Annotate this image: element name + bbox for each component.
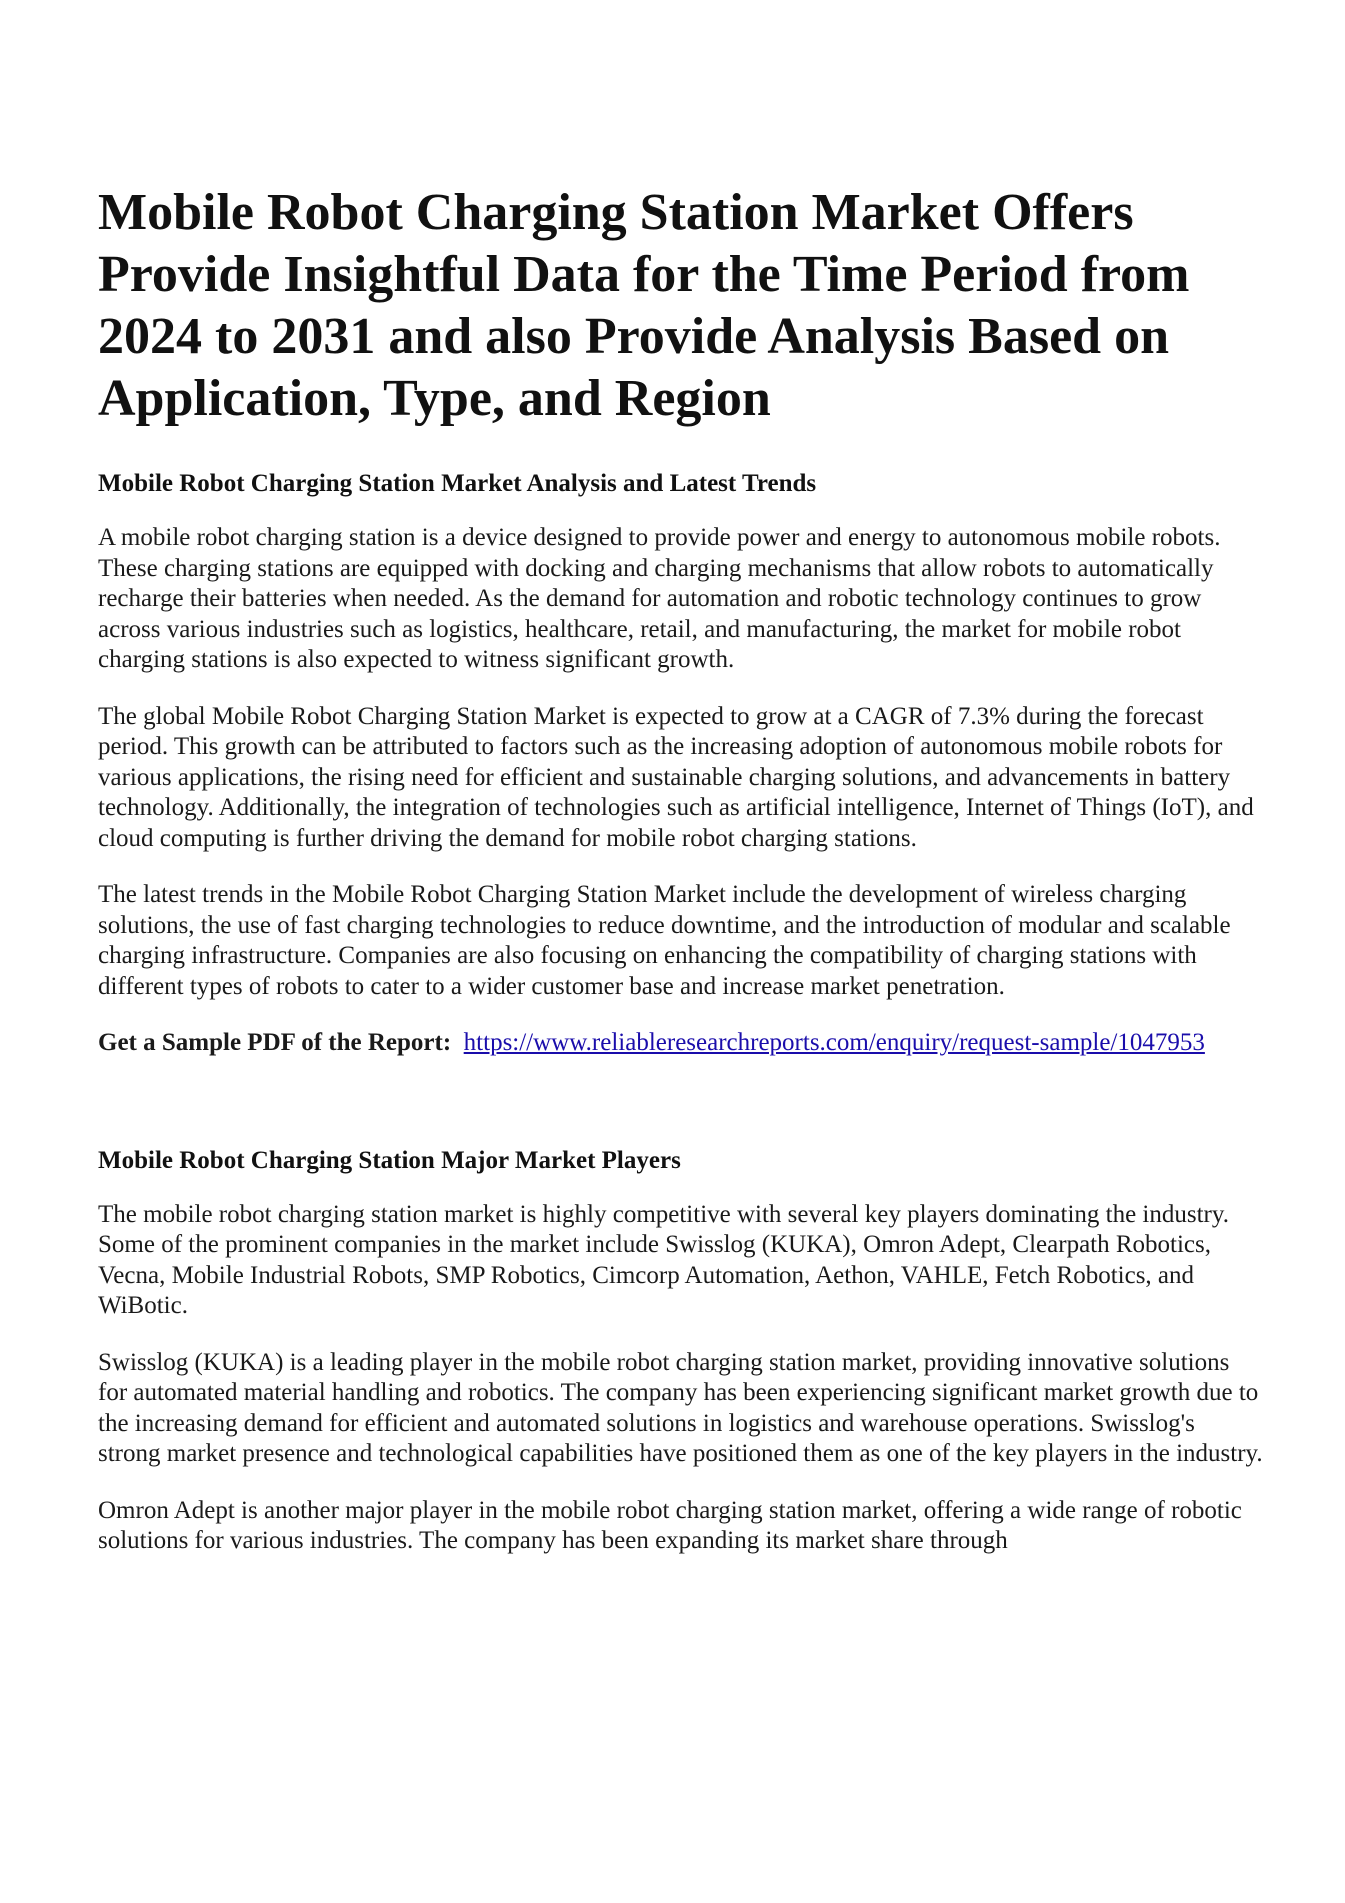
paragraph: The mobile robot charging station market is highly competitive with several key players dominating the industry. Some of the prominent companies in the market include Swisslog (KUKA), Omron Adept, Clearpath Robotics, Vecna, Mobile Industrial Robots, SMP Robotics, Cimcorp Automation, Aethon, VAHLE, Fetch Robotics, and WiBotic. bbox=[98, 1200, 1230, 1319]
paragraph: The latest trends in the Mobile Robot Charging Station Market include the development of wireless charging solutions, the use of fast charging technologies to reduce downtime, and the introduction of modular and scalable charging infrastructure. Companies are also focusing on enhancing the compatibility of charging stations with different types of robots to cater to a wider customer base and increase market penetration. bbox=[98, 881, 1231, 1000]
document-page bbox=[98, 182, 1263, 1583]
paragraph: The global Mobile Robot Charging Station Market is expected to grow at a CAGR of 7.3% during the forecast period. This growth can be attributed to factors such as the increasing adoption of autonomous mobile robots for various applications, the rising need for efficient and sustainable charging solutions, and advancements in battery technology. Additionally, the integration of technologies such as artificial intelligence, Internet of Things (IoT), and cloud computing is further driving the demand for mobile robot charging stations. bbox=[98, 702, 1254, 852]
paragraph: Swisslog (KUKA) is a leading player in the mobile robot charging station market, providing innovative solutions for automated material handling and robotics. The company has been experiencing significant market growth due to the increasing demand for efficient and automated solutions in logistics and warehouse operations. Swisslog's strong market presence and technological capabilities have positioned them as one of the key players in the industry. bbox=[98, 1348, 1263, 1467]
sample-pdf-label: Get a Sample PDF of the Report: bbox=[98, 1029, 452, 1056]
page-title: Mobile Robot Charging Station Market Offers Provide Insightful Data for the Time Period from 2024 to 2031 and also Provide Analysis Based on Application, Type, and Region bbox=[98, 184, 1190, 427]
section-heading-players: Mobile Robot Charging Station Major Market Players bbox=[98, 1146, 681, 1174]
section-spacer bbox=[98, 1059, 1263, 1145]
paragraph: A mobile robot charging station is a device designed to provide power and energy to autonomous mobile robots. These charging stations are equipped with docking and charging mechanisms that allow robots to automatically recharge their batteries when needed. As the demand for automation and robotic technology continues to grow across various industries such as logistics, healthcare, retail, and manufacturing, the market for mobile robot charging stations is also expected to witness significant growth. bbox=[98, 524, 1221, 673]
section-heading-analysis: Mobile Robot Charging Station Market Analysis and Latest Trends bbox=[98, 470, 817, 497]
paragraph: Omron Adept is another major player in the mobile robot charging station market, offering a wide range of robotic solutions for various industries. The company has been expanding its market share through bbox=[98, 1496, 1242, 1554]
sample-pdf-line bbox=[98, 1028, 1263, 1059]
sample-pdf-link[interactable]: https://www.reliableresearchreports.com/enquiry/request-sample/1047953 bbox=[463, 1029, 1205, 1056]
